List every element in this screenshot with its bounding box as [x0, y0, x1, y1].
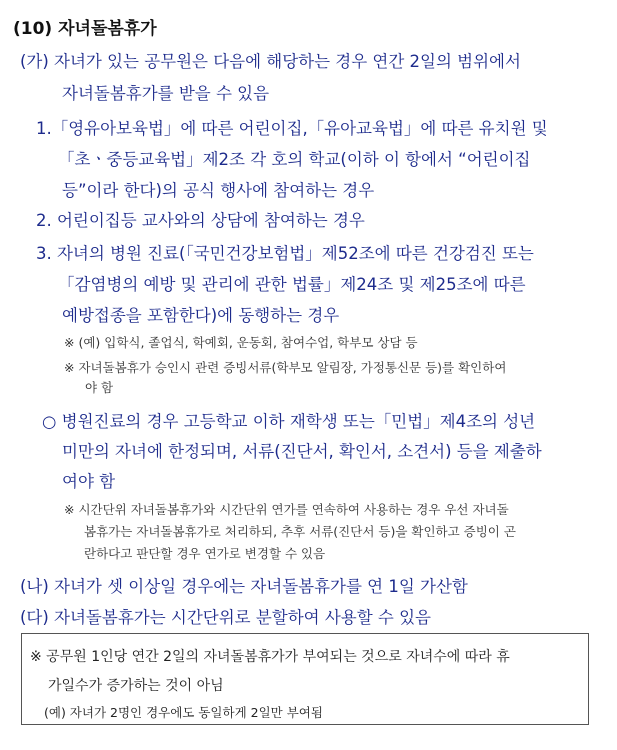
box-line-2: 가일수가 증가하는 것이 아님	[48, 678, 224, 694]
note-time-line-3: 란하다고 판단할 경우 연가로 변경할 수 있음	[84, 546, 326, 561]
note-example: ※ (예) 입학식, 졸업식, 학예회, 운동회, 참여수업, 학부모 상담 등	[64, 335, 418, 350]
item-3-line-3: 예방접종을 포함한다)에 동행하는 경우	[62, 306, 340, 325]
ga-line-2: 자녀돌봄휴가를 받을 수 있음	[62, 84, 270, 103]
circle-line-2: 미만의 자녀에 한정되며, 서류(진단서, 확인서, 소견서) 등을 제출하	[62, 442, 542, 461]
box-line-1: ※ 공무원 1인당 연간 2일의 자녀돌봄휴가가 부여되는 것으로 자녀수에 따라 휴	[30, 649, 510, 665]
na-line: (나) 자녀가 셋 이상일 경우에는 자녀돌봄휴가를 연 1일 가산함	[20, 577, 468, 596]
circle-line-3: 여야 함	[62, 472, 116, 491]
ga-line-1: (가) 자녀가 있는 공무원은 다음에 해당하는 경우 연간 2일의 범위에서	[20, 52, 521, 71]
da-line: (다) 자녀돌봄휴가는 시간단위로 분할하여 사용할 수 있음	[20, 608, 431, 627]
item-3-line-1: 3. 자녀의 병원 진료(「국민건강보험법」제52조에 따른 건강검진 또는	[36, 244, 534, 263]
item-3-line-2: 「감염병의 예방 및 관리에 관한 법률」제24조 및 제25조에 따른	[58, 275, 526, 294]
item-1-line-2: 「초ㆍ중등교육법」제2조 각 호의 학교(이하 이 항에서 “어린이집	[58, 150, 531, 169]
note-time-line-2: 봄휴가는 자녀돌봄휴가로 처리하되, 추후 서류(진단서 등)을 확인하고 증빙이 곤	[84, 524, 516, 539]
note-time-line-1: ※ 시간단위 자녀돌봄휴가와 시간단위 연가를 연속하여 사용하는 경우 우선 자녀돌	[64, 502, 509, 517]
item-1-line-1: 1.「영유아보육법」에 따른 어린이집,「유아교육법」에 따른 유치원 및	[36, 119, 548, 138]
section-title: (10) 자녀돌봄휴가	[13, 19, 157, 39]
note-evidence-line-2: 야 함	[85, 380, 114, 395]
item-1-line-3: 등”이라 한다)의 공식 행사에 참여하는 경우	[62, 181, 375, 200]
box-line-3: (예) 자녀가 2명인 경우에도 동일하게 2일만 부여됨	[44, 705, 323, 720]
note-evidence-line-1: ※ 자녀돌봄휴가 승인시 관련 증빙서류(학부모 알림장, 가정통신문 등)를 확인하여	[64, 360, 507, 375]
circle-line-1: ○ 병원진료의 경우 고등학교 이하 재학생 또는「민법」제4조의 성년	[42, 412, 536, 431]
item-2-line-1: 2. 어린이집등 교사와의 상담에 참여하는 경우	[36, 211, 365, 230]
